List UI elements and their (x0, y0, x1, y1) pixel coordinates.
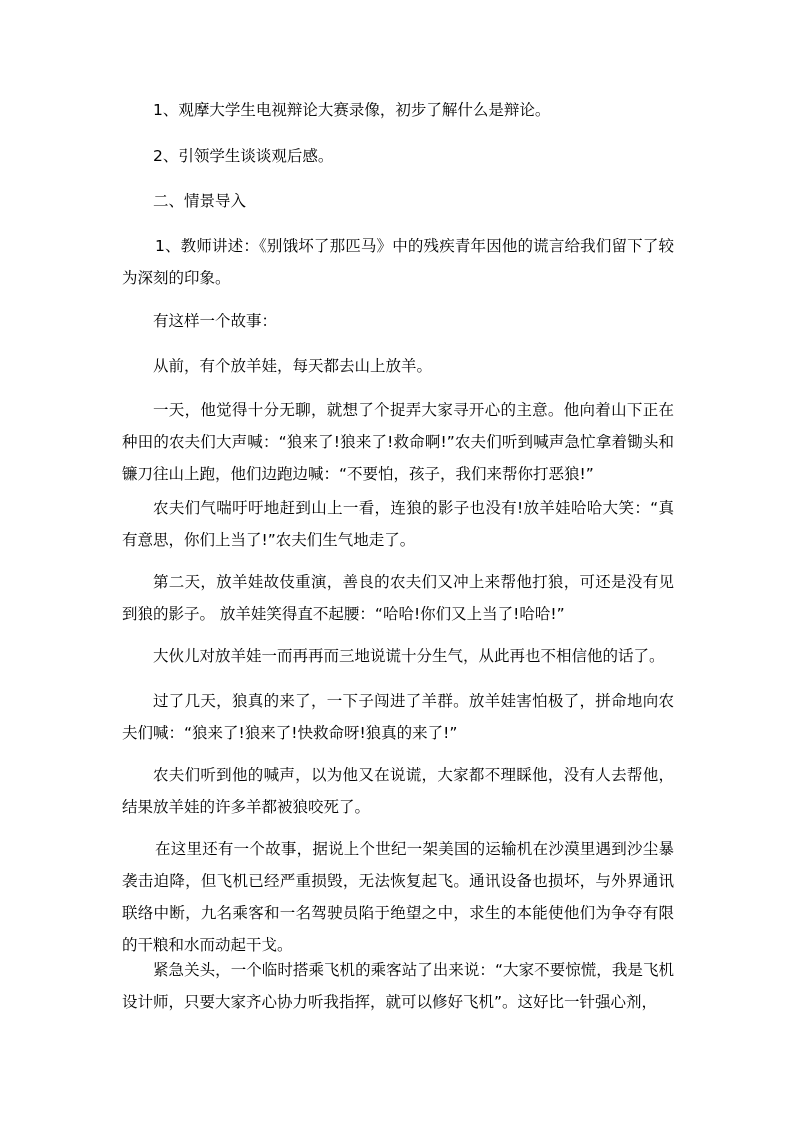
paragraph-10: 过了几天，狼真的来了，一下子闯进了羊群。放羊娃害怕极了，拼命地向农夫们喊：“狼来了!狼来了!快救命呀!狼真的来了!” (122, 692, 674, 742)
paragraph-3: 1、教师讲述：《别饿坏了那匹马》中的残疾青年因他的谎言给我们留下了较为深刻的印象。 (122, 237, 674, 287)
paragraph-13: 紧急关头，一个临时搭乘飞机的乘客站了出来说：“大家不要惊慌，我是飞机设计师，只要大家齐心协力听我指挥，就可以修好飞机”。这好比一针强心剂， (122, 961, 674, 1011)
paragraph-5: 从前，有个放羊娃，每天都去山上放羊。 (153, 357, 433, 375)
section-heading: 二、情景导入 (153, 192, 247, 210)
paragraph-8: 第二天，放羊娃故伎重演，善良的农夫们又冲上来帮他打狼，可还是没有见到狼的影子。 放羊娃笑得直不起腰：“哈哈!你们又上当了!哈哈!” (122, 573, 674, 623)
paragraph-12: 在这里还有一个故事，据说上个世纪一架美国的运输机在沙漠里遇到沙尘暴袭击迫降，但飞机已经严重损毁，无法恢复起飞。通讯设备也损坏，与外界通讯联络中断，九名乘客和一名驾驶员陷于绝望之中，求生的本能使他们为争夺有限的干粮和水而动起干戈。 (122, 840, 674, 954)
paragraph-11: 农夫们听到他的喊声，以为他又在说谎，大家都不理睬他，没有人去帮他，结果放羊娃的许多羊都被狼咬死了。 (122, 766, 674, 816)
paragraph-6: 一天，他觉得十分无聊，就想了个捉弄大家寻开心的主意。他向着山下正在种田的农夫们大声喊：“狼来了!狼来了!救命啊!”农夫们听到喊声急忙拿着锄头和镰刀往山上跑，他们边跑边喊：“不要怕，孩子，我们来帮你打恶狼!” (122, 401, 674, 483)
paragraph-2: 2、引领学生谈谈观后感。 (153, 147, 334, 165)
paragraph-4: 有这样一个故事： (153, 312, 278, 330)
paragraph-7: 农夫们气喘吁吁地赶到山上一看，连狼的影子也没有!放羊娃哈哈大笑：“真有意思，你们上当了!”农夫们生气地走了。 (122, 499, 674, 549)
paragraph-9: 大伙儿对放羊娃一而再再而三地说谎十分生气，从此再也不相信他的话了。 (153, 647, 665, 665)
paragraph-1: 1、观摩大学生电视辩论大赛录像，初步了解什么是辩论。 (153, 101, 551, 119)
